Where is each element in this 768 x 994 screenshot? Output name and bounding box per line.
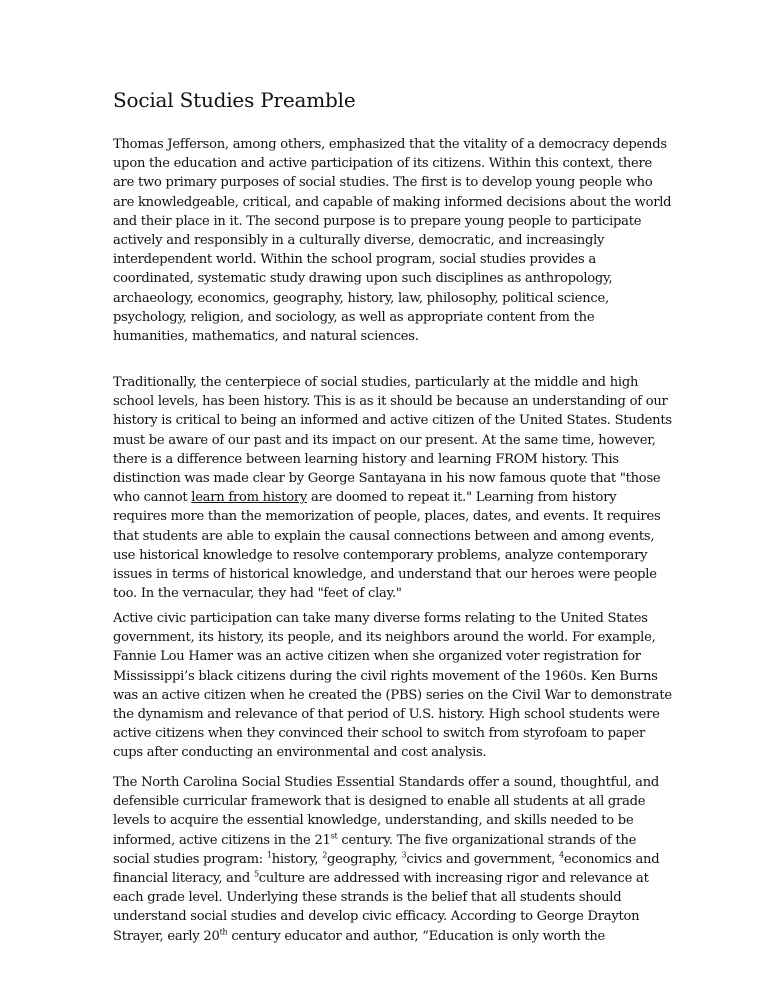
paragraph-standards xyxy=(113,773,673,946)
strand-number-1: 1 xyxy=(266,850,272,860)
strand-geography: geography, xyxy=(327,851,402,867)
underlined-phrase: learn from history xyxy=(191,490,308,506)
strand-economics: economics and financial literacy, and xyxy=(113,851,660,887)
paragraph-standards-text-a: The North Carolina Social Studies Essential Standards offer a sound, thoughtful, and defensible curricular framework that is designed to enable all students at all grade levels to acquire the essential knowledge, understanding, and skills needed to be informed, active citizens in the 21 xyxy=(113,775,660,848)
strand-number-4: 4 xyxy=(559,850,564,860)
paragraph-standards-text-c: century educator and author, “Education is only worth the xyxy=(227,928,606,944)
paragraph-standards-text-b: century. The five organizational strands of the social studies program: xyxy=(113,832,637,867)
paragraph-intro: Thomas Jefferson, among others, emphasized that the vitality of a democracy depends upon the education and active participation of its citizens. Within this context, there are two primary purposes of social studies. The first is to develop young people who are knowledgeable, critical, and capable of making informed decisions about the world and their place in it. The second purpose is to prepare young people to participate actively and responsibly in a culturally diverse, democratic, and increasingly interdependent world. Within the school program, social studies provides a coordinated, systematic study drawing upon such disciplines as anthropology, archaeology, economics, geography, history, law, philosophy, political science, psychology, religion, and sociology, as well as appropriate content from the humanities, mathematics, and natural sciences. xyxy=(113,137,672,345)
strand-number-5: 5 xyxy=(253,869,259,879)
superscript-st: st xyxy=(330,831,338,841)
superscript-th: th xyxy=(219,927,228,937)
strand-civics: civics and government, xyxy=(406,851,560,867)
strand-history: history, xyxy=(271,851,323,867)
strand-number-2: 2 xyxy=(322,850,328,860)
paragraph-history-text-a: Traditionally, the centerpiece of social studies, particularly at the middle and high school levels, has been history. This is as it should be because an understanding of our history is critical to being an informed and active citizen of the United States. Students must be aware of our past and its impact on our present. At the same time, however, there is a difference between learning history and learning FROM history. This distinction was made clear by George Santayana in his now famous quote that "those who cannot xyxy=(113,375,672,506)
strand-number-3: 3 xyxy=(401,850,407,860)
page-title: Social Studies Preamble xyxy=(113,88,356,112)
strand-culture: culture are addressed with increasing rigor and relevance at each grade level. Underlying these strands is the belief that all students should understand social studies and develop civic efficacy. According to George Drayton Strayer, early 20 xyxy=(113,871,649,944)
paragraph-civic-participation: Active civic participation can take many diverse forms relating to the United States government, its history, its people, and its neighbors around the world. For example, Fannie Lou Hamer was an active citizen when she organized voter registration for Mississippi’s black citizens during the civil rights movement of the 1960s. Ken Burns was an active citizen when he created the (PBS) series on the Civil War to demonstrate the dynamism and relevance of that period of U.S. history. High school students were active citizens when they convinced their school to switch from styrofoam to paper cups after conducting an environmental and cost analysis. xyxy=(113,611,672,761)
paragraph-history xyxy=(113,373,673,603)
paragraph-history-text-b: are doomed to repeat it." Learning from history requires more than the memorization of people, places, dates, and events. It requires that students are able to explain the causal connections between and among events, use historical knowledge to resolve contemporary problems, analyze contemporary issues in terms of historical knowledge, and understand that our heroes were people too. In the vernacular, they had "feet of clay." xyxy=(113,490,661,602)
